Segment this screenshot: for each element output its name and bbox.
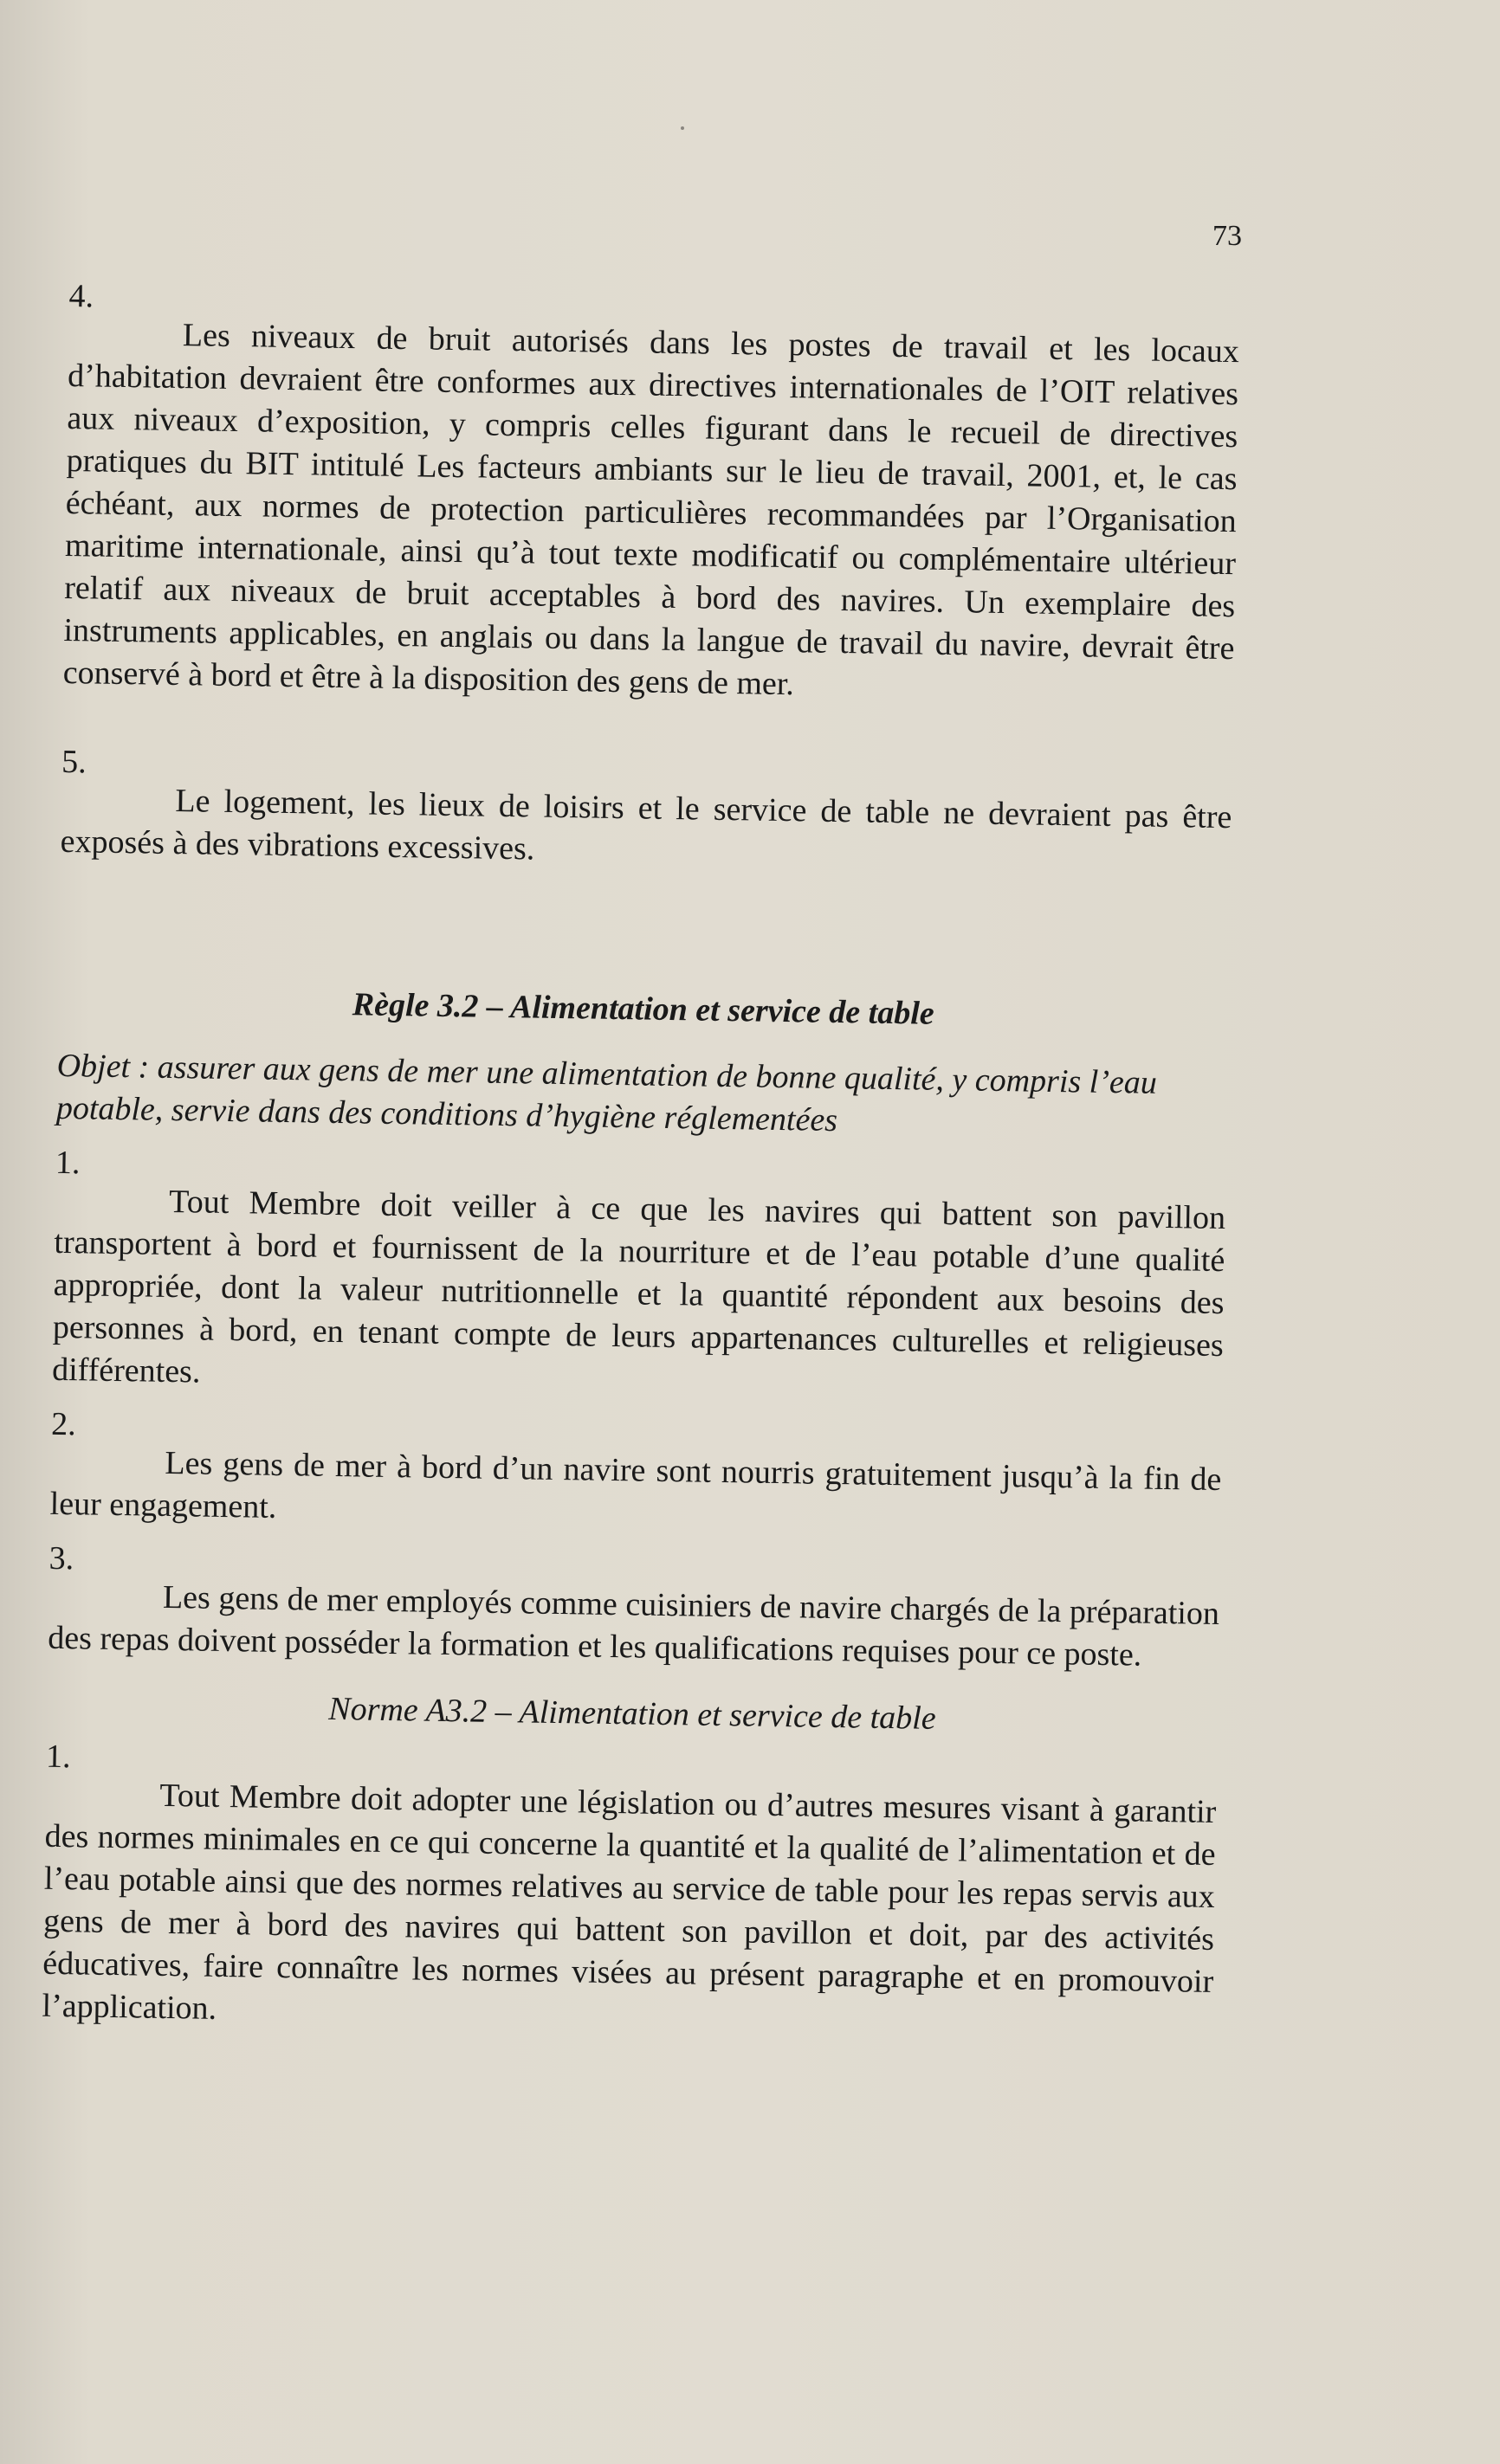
paragraph-text: Les gens de mer employés comme cuisiniers de navire chargés de la préparation des repas doivent posséder la formation et les qualifications requises pour ce poste. <box>47 1578 1220 1674</box>
paragraph-number: 2. <box>50 1405 76 1443</box>
paragraph-text: Les gens de mer à bord d’un navire sont nourris gratuitement jusqu’à la fin de leur engagement. <box>49 1444 1222 1525</box>
page-content <box>42 275 1240 2046</box>
paragraph-text: Le logement, les lieux de loisirs et le service de table ne devraient pas être exposés à des vibrations excessives. <box>60 783 1232 868</box>
page-number: 73 <box>1212 220 1242 252</box>
rule-paragraph-1 <box>52 1142 1226 1409</box>
paragraph-number: 1. <box>45 1738 71 1776</box>
paragraph-text: Tout Membre doit adopter une législation ou d’autres mesures visant à garantir des normes minimales en ce qui concerne la quantité et la qualité de l’alimentation et de l’eau potable ainsi que des normes relatives au service de table pour les repas servis aux gens de mer à bord des navires qui battent son pavillon et doit, par des activités éducatives, faire connaître les normes visées au présent paragraphe et en promouvoir l’application. <box>42 1777 1217 2027</box>
rule-paragraph-3 <box>48 1538 1220 1678</box>
paragraph-number: 3. <box>48 1539 74 1577</box>
paragraph-text: Les niveaux de bruit autorisés dans les postes de travail et les locaux d’habitation devraient être conformes aux directives internationales de l’OIT relatives aux niveaux d’exposition, y compris celles figurant dans le recueil de directives pratiques du BIT intitulé Les facteurs ambiants sur le lieu de travail, 2001, et, le cas échéant, aux normes de protection particulières recommandées par l’Organisation maritime internationale, ainsi qu’à tout texte modificatif ou complémentaire ultérieur relatif aux niveaux de bruit acceptables à bord des navires. Un exemplaire des instruments applicables, en anglais ou dans la langue de travail du navire, devrait être conservé à bord et être à la disposition des gens de mer. <box>62 317 1240 703</box>
norm-paragraph-1 <box>42 1736 1217 2046</box>
paragraph-4 <box>62 275 1239 713</box>
rule-objective: Objet : assurer aux gens de mer une alimentation de bonne qualité, y compris l’eau potable, servie dans des conditions d’hygiène réglementées <box>55 1047 1158 1139</box>
paragraph-5 <box>60 741 1232 881</box>
rule-paragraph-2 <box>49 1403 1222 1544</box>
page-speck <box>681 126 684 130</box>
paragraph-number: 1. <box>55 1144 81 1182</box>
norm-heading: Norme A3.2 – Alimentation et service de table <box>327 1690 937 1737</box>
paragraph-text: Tout Membre doit veiller à ce que les navires qui battent son pavillon transportent à bord et fournissent de la nourriture et de l’eau potable d’une qualité appropriée, dont la valeur nutritionnelle et la quantité répondent aux besoins des personnes à bord, en tenant compte de leurs appartenances culturelles et religieuses différentes. <box>51 1183 1226 1390</box>
paragraph-number: 5. <box>61 743 87 781</box>
paragraph-number: 4. <box>68 277 94 315</box>
rule-heading: Règle 3.2 – Alimentation et service de table <box>352 986 935 1032</box>
